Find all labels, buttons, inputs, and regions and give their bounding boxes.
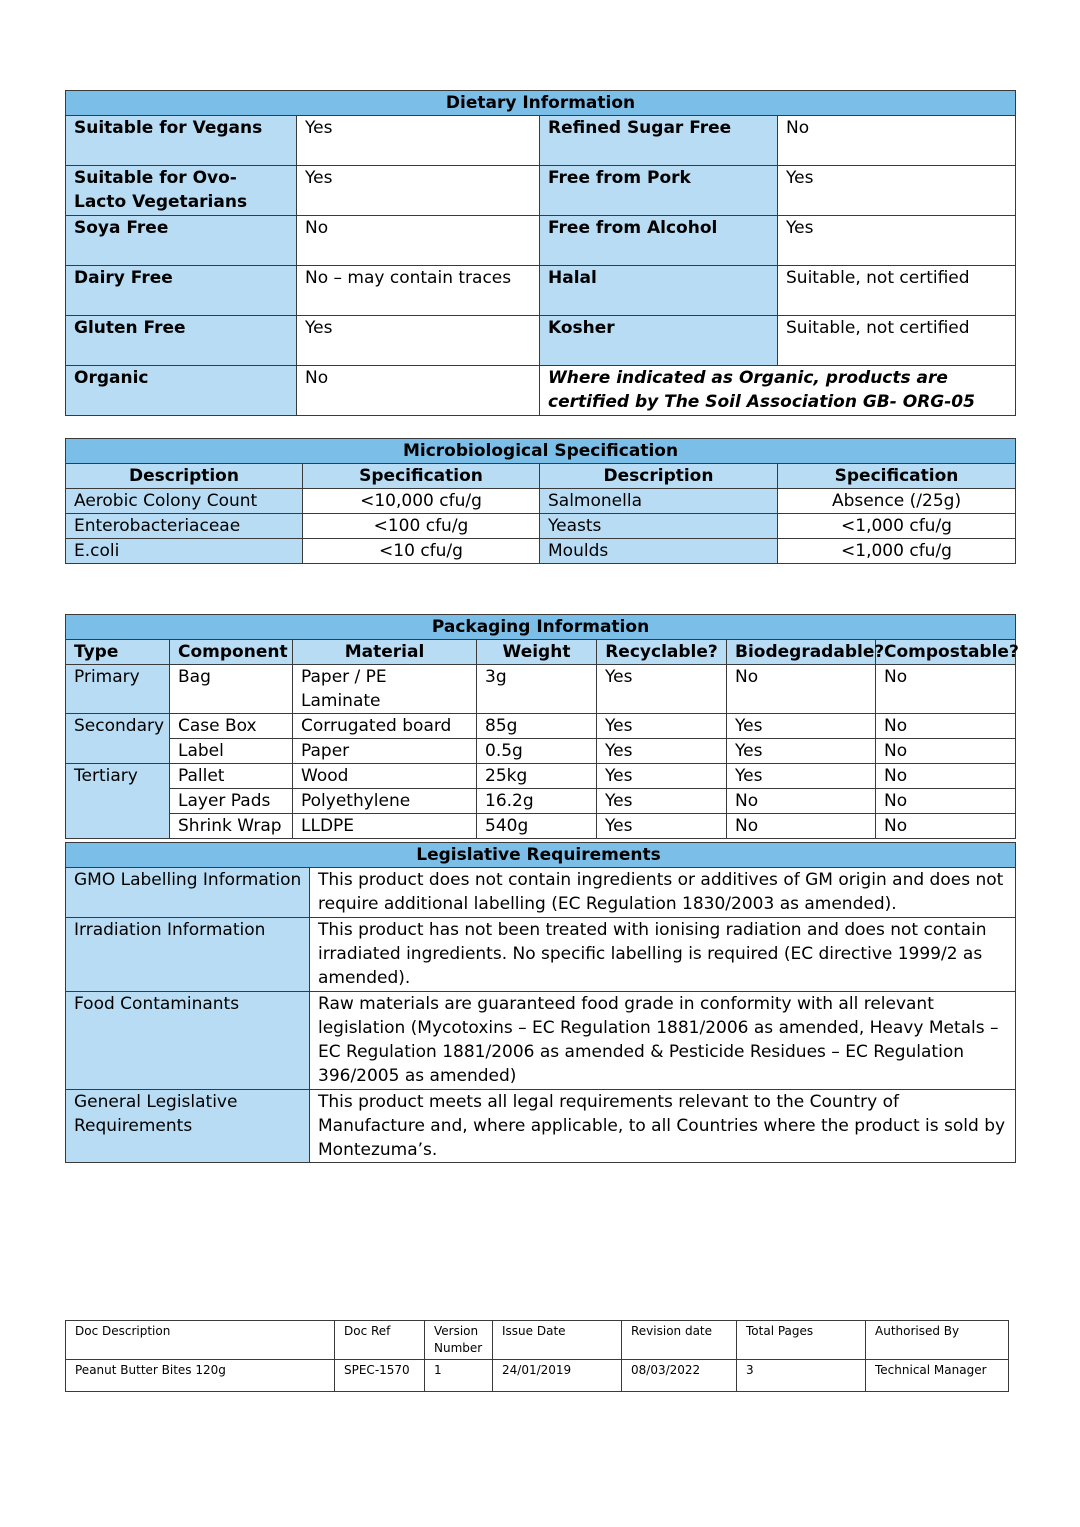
dietary-label: Suitable for Ovo-Lacto Vegetarians [66, 166, 297, 216]
legislative-table [65, 842, 1016, 1163]
footer-label: Revision date [622, 1321, 737, 1360]
dietary-label: Organic [66, 366, 297, 416]
dietary-label: Refined Sugar Free [540, 116, 778, 166]
packaging-type: Primary [66, 665, 170, 714]
table-cell: No [876, 714, 1016, 739]
footer-label: Total Pages [737, 1321, 866, 1360]
dietary-title: Dietary Information [66, 91, 1016, 116]
table-cell: 0.5g [477, 739, 597, 764]
table-cell: Bag [170, 665, 293, 714]
table-cell: Enterobacteriaceae [66, 514, 303, 539]
column-header: Type [66, 640, 170, 665]
table-row [66, 739, 1016, 764]
dietary-value: No [297, 216, 540, 266]
packaging-type: Secondary [66, 714, 170, 764]
dietary-label: Gluten Free [66, 316, 297, 366]
table-header-row [66, 464, 1016, 489]
table-row [66, 266, 1016, 316]
table-cell: Yes [597, 764, 727, 789]
dietary-label: Kosher [540, 316, 778, 366]
table-cell: Pallet [170, 764, 293, 789]
column-header: Weight [477, 640, 597, 665]
footer-label: Authorised By [866, 1321, 1009, 1360]
table-cell: Label [170, 739, 293, 764]
column-header: Recyclable? [597, 640, 727, 665]
dietary-value: Yes [778, 216, 1016, 266]
table-cell: 3g [477, 665, 597, 714]
dietary-value: No [778, 116, 1016, 166]
legislative-text: This product meets all legal requirements relevant to the Country of Manufacture and, where applicable, to all Countries where the product is sold by Montezuma’s. [310, 1090, 1016, 1163]
column-header: Component [170, 640, 293, 665]
table-row [66, 714, 1016, 739]
table-cell: Yes [727, 739, 876, 764]
table-row [66, 868, 1016, 918]
table-cell: No [727, 789, 876, 814]
table-cell: Corrugated board [293, 714, 477, 739]
table-cell: LLDPE [293, 814, 477, 839]
table-cell: 25kg [477, 764, 597, 789]
table-row [66, 992, 1016, 1090]
table-row [66, 116, 1016, 166]
dietary-value: No [297, 366, 540, 416]
table-row [66, 814, 1016, 839]
dietary-table [65, 90, 1016, 416]
footer-header-row [66, 1321, 1009, 1360]
table-cell: 85g [477, 714, 597, 739]
dietary-label: Soya Free [66, 216, 297, 266]
table-cell: <10 cfu/g [303, 539, 540, 564]
footer-label: Issue Date [493, 1321, 622, 1360]
table-cell: Paper [293, 739, 477, 764]
dietary-value: Yes [297, 166, 540, 216]
column-header: Compostable? [876, 640, 1016, 665]
table-cell: Layer Pads [170, 789, 293, 814]
table-cell: No [876, 764, 1016, 789]
table-cell: No [727, 814, 876, 839]
dietary-label: Suitable for Vegans [66, 116, 297, 166]
table-row [66, 665, 1016, 714]
table-row [66, 489, 1016, 514]
column-header: Material [293, 640, 477, 665]
micro-title: Microbiological Specification [66, 439, 1016, 464]
table-cell: Wood [293, 764, 477, 789]
table-cell: <1,000 cfu/g [778, 539, 1016, 564]
footer-value: Technical Manager [866, 1360, 1009, 1392]
footer-label: Version Number [425, 1321, 493, 1360]
table-cell: Salmonella [540, 489, 778, 514]
table-row [66, 1090, 1016, 1163]
table-cell: Polyethylene [293, 789, 477, 814]
column-header: Description [66, 464, 303, 489]
table-cell: Yes [727, 714, 876, 739]
table-cell: Aerobic Colony Count [66, 489, 303, 514]
organic-certification-note: Where indicated as Organic, products are certified by The Soil Association GB- ORG-05 [540, 366, 1016, 416]
table-row [66, 366, 1016, 416]
table-row [66, 789, 1016, 814]
table-row [66, 514, 1016, 539]
table-cell: 540g [477, 814, 597, 839]
footer-value: 3 [737, 1360, 866, 1392]
column-header: Specification [778, 464, 1016, 489]
table-cell: No [876, 665, 1016, 714]
legislative-label: Irradiation Information [66, 918, 310, 992]
table-row [66, 316, 1016, 366]
dietary-value: No – may contain traces [297, 266, 540, 316]
microbiological-table [65, 438, 1016, 564]
table-cell: Yes [597, 789, 727, 814]
column-header: Description [540, 464, 778, 489]
table-cell: No [876, 789, 1016, 814]
dietary-label: Dairy Free [66, 266, 297, 316]
table-cell: Yes [727, 764, 876, 789]
dietary-value: Yes [778, 166, 1016, 216]
table-cell: E.coli [66, 539, 303, 564]
legislative-label: GMO Labelling Information [66, 868, 310, 918]
column-header: Specification [303, 464, 540, 489]
footer-value: 08/03/2022 [622, 1360, 737, 1392]
packaging-title: Packaging Information [66, 615, 1016, 640]
table-cell: Yeasts [540, 514, 778, 539]
legislative-text: Raw materials are guaranteed food grade in conformity with all relevant legislation (Mycotoxins – EC Regulation 1881/2006 as amended, Heavy Metals – EC Regulation 1881/2006 as amended & Pesticide Residues – EC Regulation 396/2005 as amended) [310, 992, 1016, 1090]
dietary-value: Suitable, not certified [778, 266, 1016, 316]
legislative-text: This product has not been treated with ionising radiation and does not contain irradiated ingredients. No specific labelling is required (EC directive 1999/2 as amended). [310, 918, 1016, 992]
document-footer [65, 1320, 1009, 1392]
footer-value: 24/01/2019 [493, 1360, 622, 1392]
footer-value: Peanut Butter Bites 120g [66, 1360, 335, 1392]
table-cell: 16.2g [477, 789, 597, 814]
legislative-title: Legislative Requirements [66, 843, 1016, 868]
table-cell: Shrink Wrap [170, 814, 293, 839]
table-cell: Yes [597, 714, 727, 739]
table-row [66, 764, 1016, 789]
dietary-label: Halal [540, 266, 778, 316]
table-cell: <10,000 cfu/g [303, 489, 540, 514]
dietary-value: Yes [297, 316, 540, 366]
dietary-value: Yes [297, 116, 540, 166]
table-cell: <100 cfu/g [303, 514, 540, 539]
dietary-value: Suitable, not certified [778, 316, 1016, 366]
packaging-table [65, 614, 1019, 839]
table-cell: No [876, 814, 1016, 839]
footer-label: Doc Description [66, 1321, 335, 1360]
dietary-label: Free from Alcohol [540, 216, 778, 266]
legislative-text: This product does not contain ingredients or additives of GM origin and does not require additional labelling (EC Regulation 1830/2003 as amended). [310, 868, 1016, 918]
table-cell: Yes [597, 665, 727, 714]
table-cell: <1,000 cfu/g [778, 514, 1016, 539]
legislative-label: General Legislative Requirements [66, 1090, 310, 1163]
table-cell: Absence (/25g) [778, 489, 1016, 514]
footer-value: 1 [425, 1360, 493, 1392]
table-cell: Case Box [170, 714, 293, 739]
table-cell: No [727, 665, 876, 714]
table-row [66, 539, 1016, 564]
table-cell: Moulds [540, 539, 778, 564]
dietary-label: Free from Pork [540, 166, 778, 216]
table-cell: No [876, 739, 1016, 764]
table-row [66, 216, 1016, 266]
table-row [66, 166, 1016, 216]
table-cell: Yes [597, 814, 727, 839]
footer-value: SPEC-1570 [335, 1360, 425, 1392]
table-cell: Yes [597, 739, 727, 764]
table-cell: Paper / PE Laminate [293, 665, 477, 714]
legislative-label: Food Contaminants [66, 992, 310, 1090]
column-header: Biodegradable? [727, 640, 876, 665]
packaging-type: Tertiary [66, 764, 170, 839]
table-row [66, 918, 1016, 992]
footer-label: Doc Ref [335, 1321, 425, 1360]
table-header-row [66, 640, 1016, 665]
footer-value-row [66, 1360, 1009, 1392]
